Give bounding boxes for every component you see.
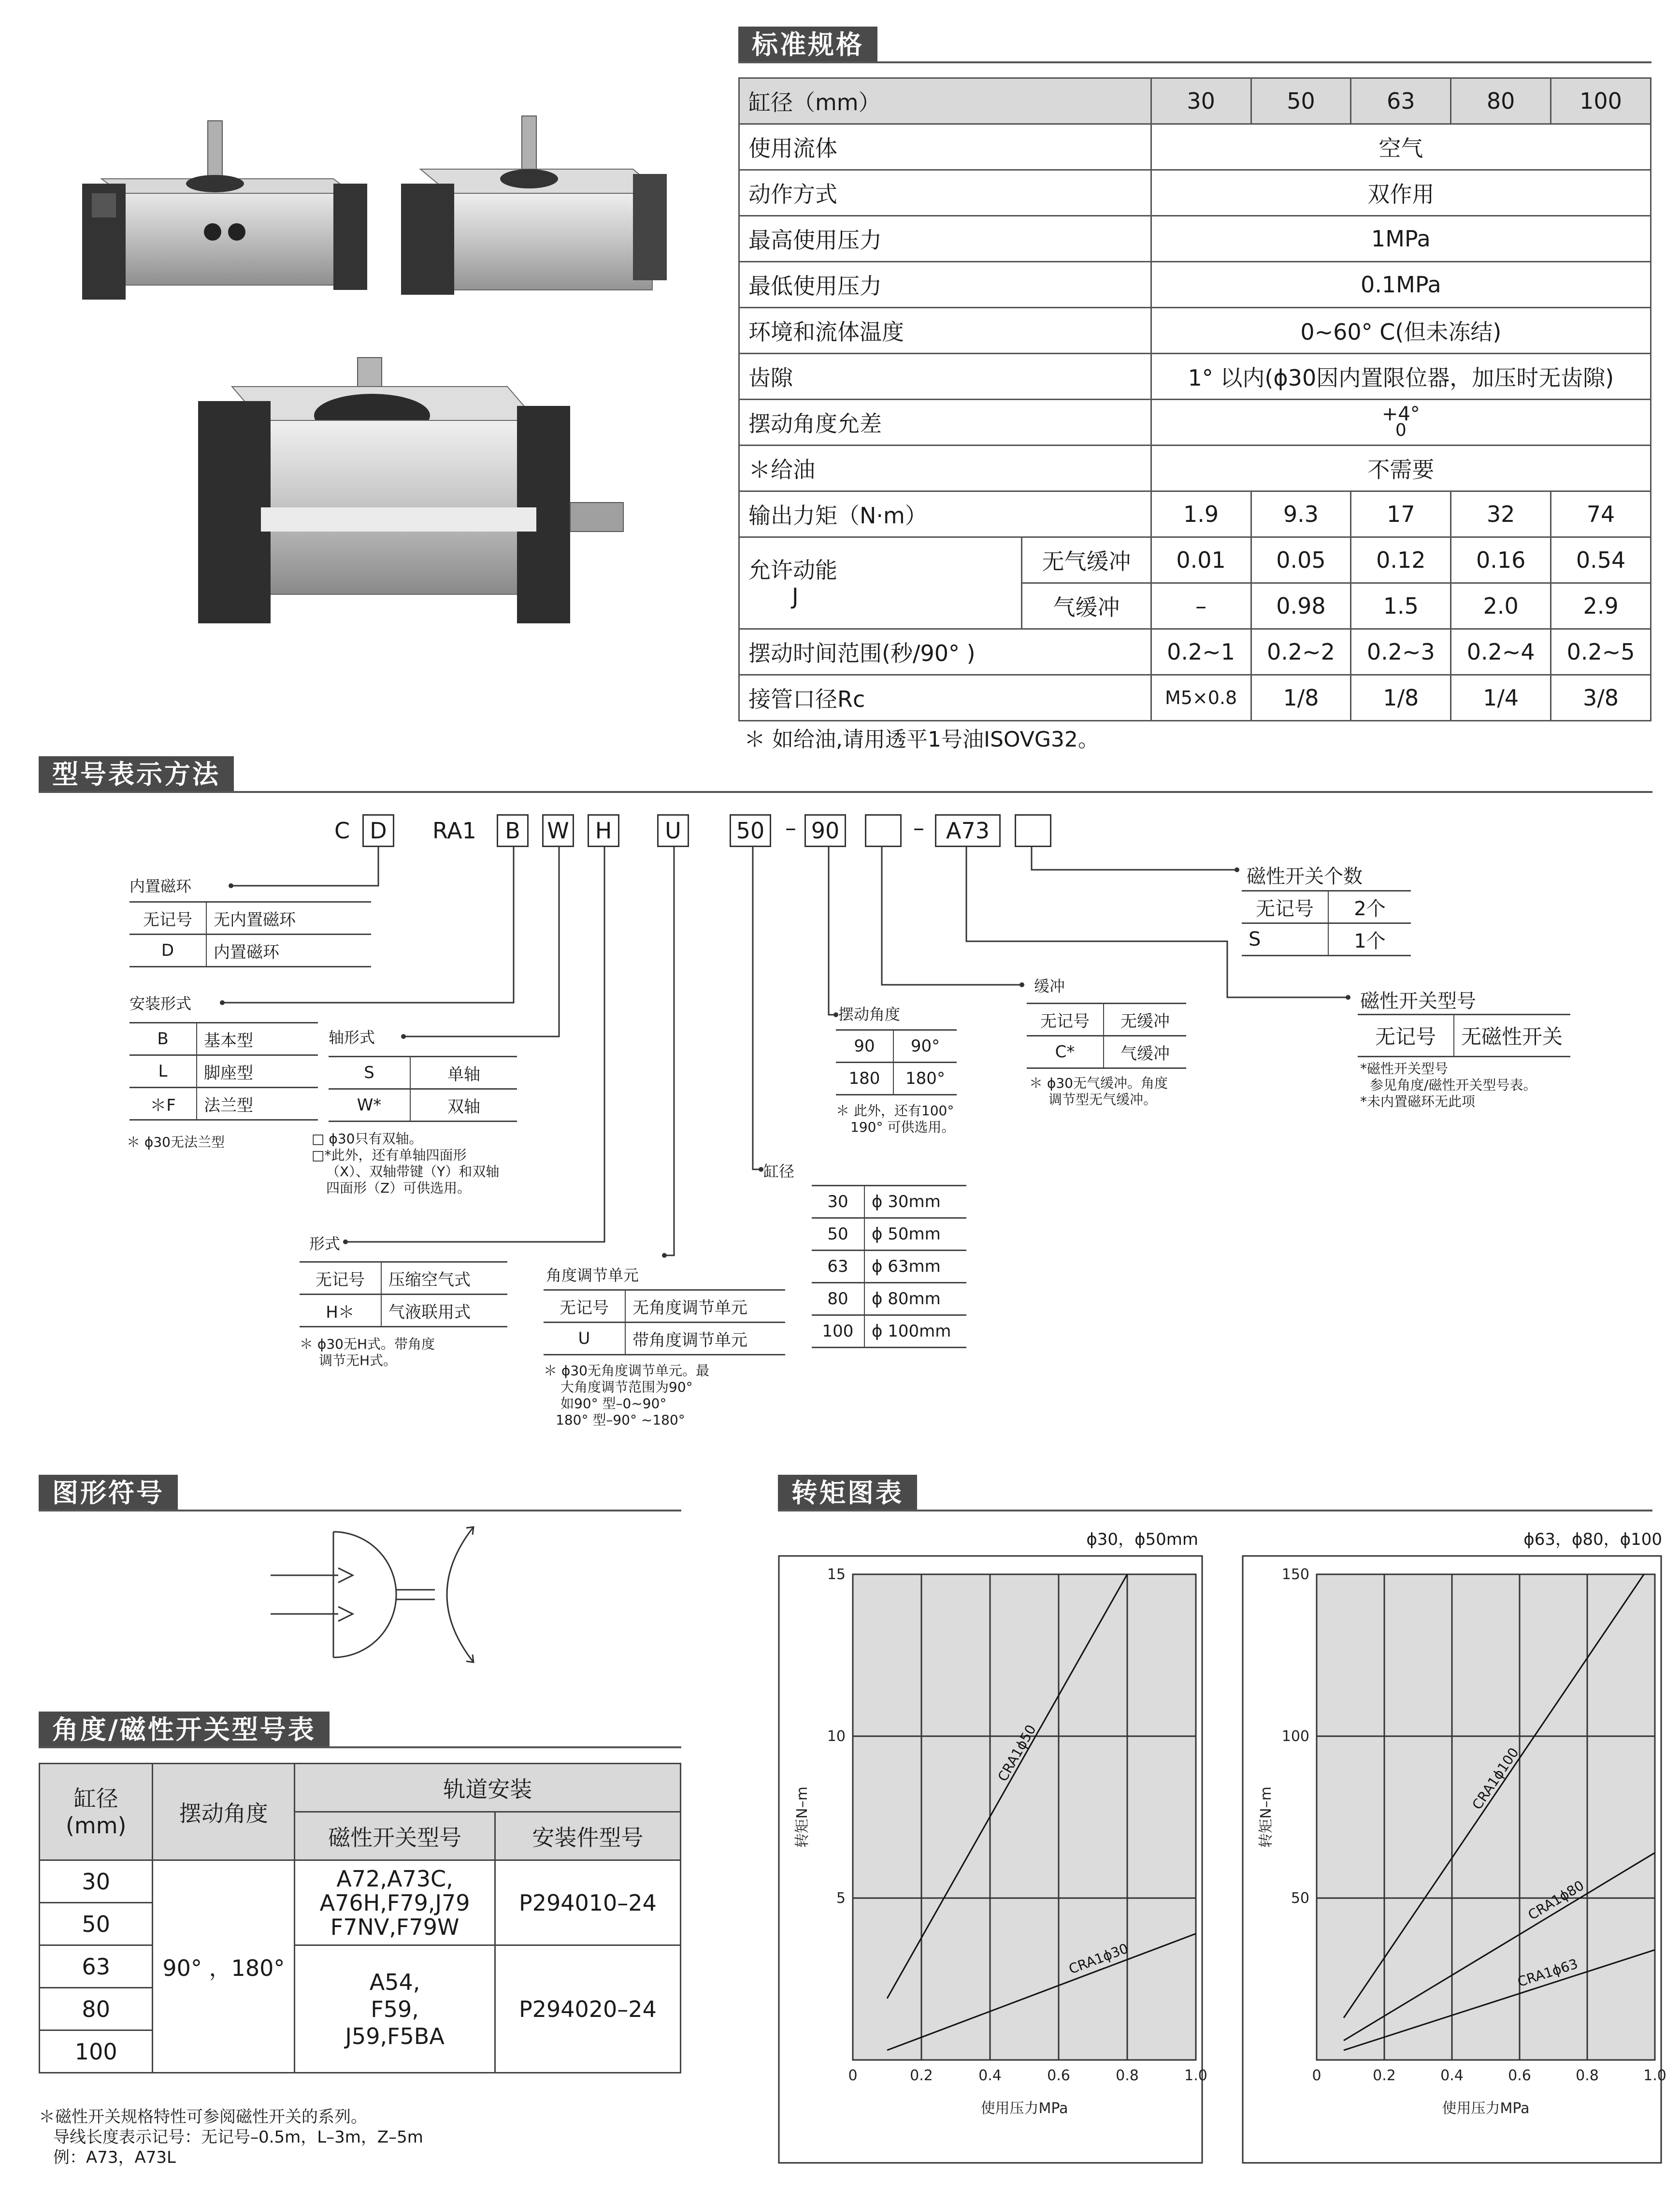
adjust-table	[544, 1289, 785, 1355]
bore-col: 80	[1451, 78, 1551, 124]
switch-model-note	[1360, 1061, 1536, 1110]
bore-desc: ϕ 50mm	[864, 1218, 966, 1251]
g2-part: P294020–24	[495, 1945, 680, 2073]
swing-title: 摆动角度	[838, 1005, 901, 1023]
code-count-box	[1015, 814, 1051, 847]
switch-model-note-line: 参见角度/磁性开关型号表。	[1370, 1077, 1537, 1093]
form-note-line: 调节无H式。	[319, 1353, 397, 1368]
energy-value: 0.98	[1251, 583, 1351, 629]
code-switch-box: A73	[935, 814, 1001, 847]
cushion-note-line: 调节型无气缓冲。	[1048, 1092, 1157, 1108]
energy-value: 0.05	[1251, 537, 1351, 583]
table-row	[544, 1290, 785, 1323]
mount-note: ＊ ϕ30无法兰型	[127, 1134, 225, 1150]
spec-table	[738, 77, 1651, 721]
spec-label: 齿隙	[739, 354, 1151, 400]
shaft-code: W*	[329, 1089, 410, 1122]
bore-col: 100	[1551, 78, 1651, 124]
angle-header: 摆动角度	[153, 1764, 295, 1860]
adjust-code: 无记号	[544, 1290, 625, 1323]
bore-code: 100	[812, 1315, 864, 1348]
table-row	[129, 935, 371, 967]
form-note-line: ＊ ϕ30无H式。带角度	[300, 1336, 435, 1352]
y-tick-label: 5	[836, 1890, 846, 1907]
shaft-table	[329, 1056, 517, 1122]
switch-model-header: 磁性开关型号	[295, 1812, 495, 1860]
port-value: 3/8	[1551, 675, 1651, 721]
spec-label: 摆动角度允差	[739, 400, 1151, 446]
table-row	[300, 1262, 507, 1295]
adjust-desc: 带角度调节单元	[625, 1323, 785, 1355]
switch-count-desc: 1个	[1328, 923, 1411, 956]
mount-desc: 脚座型	[197, 1055, 318, 1088]
switch-count-title: 磁性开关个数	[1247, 865, 1363, 888]
code-dash-1: –	[785, 815, 796, 841]
adjust-note	[544, 1363, 709, 1428]
cushion-table	[1027, 1003, 1186, 1069]
port-value: 1/8	[1351, 675, 1451, 721]
bore-col: 63	[1351, 78, 1451, 124]
angle-cell: 90° ，180°	[153, 1860, 295, 2073]
cushion-title: 缓冲	[1034, 977, 1065, 995]
table-row	[329, 1057, 517, 1089]
x-tick-label: 0.4	[1440, 2067, 1464, 2084]
energy-value: 0.12	[1351, 537, 1451, 583]
series-label: CRA1ϕ80	[1525, 1877, 1587, 1923]
torque-value: 17	[1351, 491, 1451, 537]
torque-chart-large	[1242, 1555, 1666, 2164]
switch-model-note-line: *未内置磁环无此项	[1360, 1094, 1476, 1109]
g2-model: A54,	[369, 1969, 420, 1995]
switch-model-desc: 无磁性开关	[1454, 1015, 1570, 1057]
series-label: CRA1ϕ50	[994, 1722, 1039, 1785]
spec-value-tolerance	[1151, 400, 1651, 446]
spec-value: 0~60° C(但未冻结)	[1151, 308, 1651, 354]
mount-title: 安装形式	[129, 994, 192, 1013]
spec-label: 使用流体	[739, 124, 1151, 170]
switch-table-notes	[39, 2107, 423, 2168]
port-value: 1/4	[1451, 675, 1551, 721]
y-tick-label: 150	[1281, 1566, 1309, 1583]
y-tick-label: 50	[1291, 1890, 1309, 1907]
spec-row-torque	[739, 491, 1651, 537]
x-tick-label: 0.8	[1576, 2067, 1599, 2084]
code-u-box: U	[657, 814, 689, 847]
y-axis-label: 转矩N–m	[794, 1786, 811, 1848]
adjust-title: 角度调节单元	[546, 1266, 639, 1284]
magnet-table	[129, 901, 371, 967]
mount-table	[129, 1022, 318, 1121]
code-angle-box: 90	[804, 814, 846, 847]
shaft-note-line: □ ϕ30只有双轴。	[312, 1131, 423, 1147]
spec-bore-row	[739, 78, 1651, 124]
bore-table	[812, 1185, 966, 1348]
switch-count-code: S	[1242, 923, 1328, 956]
bore-header-cell	[40, 1764, 153, 1860]
table-row	[1027, 1036, 1186, 1068]
cushion-desc: 无缓冲	[1104, 1004, 1186, 1036]
y-axis-label: 转矩N–m	[1258, 1786, 1275, 1848]
cushion-note-line: ＊ ϕ30无气缓冲。角度	[1029, 1075, 1168, 1091]
tolerance-top: +4°	[1381, 403, 1420, 425]
switch-count-code: 无记号	[1242, 891, 1328, 923]
part-header: 安装件型号	[495, 1812, 680, 1860]
angle-switch-table	[39, 1763, 681, 2073]
spec-label: ＊给油	[739, 446, 1151, 491]
adjust-note-line: 如90° 型–0~90°	[560, 1396, 667, 1411]
torque-section-header	[778, 1475, 1652, 1511]
tolerance-bottom: 0	[1395, 420, 1407, 440]
x-tick-label: 0.4	[978, 2067, 1002, 2084]
table-row	[1358, 1015, 1570, 1057]
spec-value: 空气	[1151, 124, 1651, 170]
spec-row	[739, 446, 1651, 491]
g1-models-cell	[295, 1860, 495, 1945]
table-row	[812, 1218, 966, 1251]
energy-value: 0.01	[1151, 537, 1251, 583]
switch-count-table	[1242, 890, 1411, 956]
swing-desc: 90°	[893, 1030, 957, 1063]
magnet-code: D	[129, 935, 206, 967]
switch-model-note-line: *磁性开关型号	[1360, 1061, 1449, 1077]
spec-section-header	[738, 27, 1651, 63]
bore-desc: ϕ 80mm	[864, 1283, 966, 1315]
time-value: 0.2~3	[1351, 629, 1451, 675]
table-row	[812, 1251, 966, 1283]
adjust-desc: 无角度调节单元	[625, 1290, 785, 1323]
switch-table-heading: 角度/磁性开关型号表	[39, 1712, 330, 1748]
magnet-title: 内置磁环	[129, 877, 192, 895]
symbol-heading: 图形符号	[39, 1475, 178, 1511]
g1-model: A76H,F79,J79	[319, 1889, 470, 1916]
shaft-note-line: 四面形（Z）可供选用。	[326, 1180, 471, 1196]
bore-desc: ϕ 100mm	[864, 1315, 966, 1348]
product-photo-2	[391, 111, 681, 314]
table-row	[40, 1860, 681, 1903]
spec-row	[739, 124, 1651, 170]
shaft-code: S	[329, 1057, 410, 1089]
energy-label-cell	[739, 537, 1022, 629]
bore-cell: 50	[40, 1903, 153, 1945]
bore-cell: 30	[40, 1860, 153, 1903]
time-value: 0.2~5	[1551, 629, 1651, 675]
spec-row	[739, 216, 1651, 262]
table-row	[40, 1945, 681, 1988]
code-h-box: H	[588, 814, 619, 847]
model-section-header	[39, 756, 1652, 793]
table-row	[1242, 891, 1411, 923]
bore-cell: 80	[40, 1988, 153, 2030]
symbol-section-header	[39, 1475, 681, 1511]
y-tick-label: 100	[1281, 1728, 1309, 1745]
spec-value: 1MPa	[1151, 216, 1651, 262]
spec-value: 不需要	[1151, 446, 1651, 491]
spec-row	[739, 354, 1651, 400]
torque-value: 32	[1451, 491, 1551, 537]
model-heading: 型号表示方法	[39, 756, 234, 793]
table-row	[40, 1764, 681, 1812]
table-row	[836, 1063, 957, 1095]
code-c: C	[334, 818, 350, 844]
g2-model: F59,	[371, 1996, 419, 2022]
x-tick-label: 0.2	[910, 2067, 933, 2084]
shaft-note-line: □*此外，还有单轴四面形	[312, 1147, 467, 1163]
bore-header-unit: (mm)	[65, 1812, 127, 1839]
bore-cell: 100	[40, 2030, 153, 2073]
code-ra1: RA1	[432, 818, 476, 844]
code-d-box: D	[362, 814, 394, 847]
form-code: 无记号	[300, 1262, 381, 1295]
mount-code: ＊F	[129, 1088, 197, 1120]
series-label: CRA1ϕ30	[1066, 1940, 1131, 1977]
bore-desc: ϕ 30mm	[864, 1186, 966, 1218]
bore-col: 50	[1251, 78, 1351, 124]
bore-label: 缸径（mm）	[739, 78, 1151, 124]
energy-value: 2.0	[1451, 583, 1551, 629]
code-size-box: 50	[730, 814, 771, 847]
torque-heading: 转矩图表	[778, 1475, 917, 1511]
spec-row-port	[739, 675, 1651, 721]
series-label: CRA1ϕ63	[1515, 1956, 1580, 1990]
spec-note: ＊ 如给油,请用透平1号油ISOVG32。	[744, 727, 1099, 752]
switch-table-note: ＊磁性开关规格特性可参阅磁性开关的系列。	[39, 2107, 367, 2127]
shaft-desc: 单轴	[410, 1057, 517, 1089]
x-axis-label: 使用压力MPa	[980, 2100, 1068, 2117]
shaft-title: 轴形式	[329, 1028, 375, 1047]
energy-label: 允许动能	[748, 557, 837, 583]
adjust-code: U	[544, 1323, 625, 1355]
energy-value: 0.54	[1551, 537, 1651, 583]
x-tick-label: 0.8	[1116, 2067, 1139, 2084]
torque-chart-small	[778, 1555, 1207, 2164]
plot-area	[1317, 1574, 1655, 2060]
table-row	[129, 1023, 318, 1055]
switch-model-code: 无记号	[1358, 1015, 1454, 1057]
chart-2-title: ϕ63，ϕ80，ϕ100	[1523, 1530, 1662, 1549]
time-value: 0.2~2	[1251, 629, 1351, 675]
bore-code: 50	[812, 1218, 864, 1251]
spec-row	[739, 170, 1651, 216]
table-row	[544, 1323, 785, 1355]
x-tick-label: 0	[848, 2067, 858, 2084]
table-row	[812, 1186, 966, 1218]
bore-code: 63	[812, 1251, 864, 1283]
product-photo-1	[63, 111, 372, 314]
g2-model: J59,F5BA	[345, 2023, 445, 2049]
cushion-code: C*	[1027, 1036, 1104, 1068]
energy-sub-label: 气缓冲	[1022, 583, 1151, 629]
product-photo-3	[169, 348, 633, 648]
swing-desc: 180°	[893, 1063, 957, 1095]
x-tick-label: 1.0	[1643, 2067, 1666, 2084]
table-row	[129, 902, 371, 935]
energy-sub-label: 无气缓冲	[1022, 537, 1151, 583]
energy-value: 1.5	[1351, 583, 1451, 629]
x-tick-label: 0.6	[1508, 2067, 1531, 2084]
swing-note-line: 190° 可供选用。	[850, 1119, 955, 1135]
spec-row-time	[739, 629, 1651, 675]
swing-note-line: ＊ 此外，还有100°	[836, 1103, 954, 1119]
bore-cell: 63	[40, 1945, 153, 1988]
time-value: 0.2~1	[1151, 629, 1251, 675]
actuator-symbol	[261, 1522, 503, 1682]
spec-label: 动作方式	[739, 170, 1151, 216]
form-desc: 压缩空气式	[381, 1262, 507, 1295]
x-tick-label: 0.2	[1373, 2067, 1396, 2084]
bore-code: 80	[812, 1283, 864, 1315]
torque-value: 74	[1551, 491, 1651, 537]
cushion-code: 无记号	[1027, 1004, 1104, 1036]
spec-label: 摆动时间范围(秒/90° )	[739, 629, 1151, 675]
x-tick-label: 1.0	[1184, 2067, 1207, 2084]
switch-table-note: 导线长度表示记号：无记号–0.5m，L–3m，Z–5m	[53, 2128, 423, 2147]
form-title: 形式	[309, 1235, 341, 1253]
form-desc: 气液联用式	[381, 1295, 507, 1327]
spec-row	[739, 400, 1651, 446]
cushion-note	[1029, 1075, 1168, 1108]
table-row	[812, 1315, 966, 1348]
chart-1-title: ϕ30，ϕ50mm	[1086, 1530, 1198, 1549]
bore-header: 缸径	[73, 1785, 118, 1812]
y-tick-label: 10	[827, 1728, 846, 1745]
shaft-note-line: （X）、双轴带键（Y）和双轴	[326, 1164, 500, 1180]
spec-row	[739, 308, 1651, 354]
spec-label: 接管口径Rc	[739, 675, 1151, 721]
table-row	[300, 1295, 507, 1327]
spec-label: 最低使用压力	[739, 262, 1151, 308]
torque-value: 1.9	[1151, 491, 1251, 537]
spec-value: 双作用	[1151, 170, 1651, 216]
x-tick-label: 0	[1312, 2067, 1321, 2084]
shaft-desc: 双轴	[410, 1089, 517, 1122]
switch-table-note: 例：A73，A73L	[53, 2148, 176, 2167]
g1-part: P294010–24	[495, 1860, 680, 1945]
table-row	[1242, 923, 1411, 956]
bore-title: 缸径	[763, 1162, 795, 1180]
adjust-note-line: ＊ ϕ30无角度调节单元。最	[544, 1363, 710, 1379]
rail-header: 轨道安装	[295, 1764, 681, 1812]
spec-value: 0.1MPa	[1151, 262, 1651, 308]
x-tick-label: 0.6	[1047, 2067, 1070, 2084]
mount-desc: 基本型	[197, 1023, 318, 1055]
magnet-desc: 内置磁环	[206, 935, 371, 967]
mount-desc: 法兰型	[197, 1088, 318, 1120]
bore-col: 30	[1151, 78, 1251, 124]
magnet-desc: 无内置磁环	[206, 902, 371, 935]
swing-table	[836, 1029, 957, 1095]
table-row	[329, 1089, 517, 1122]
port-value: 1/8	[1251, 675, 1351, 721]
switch-model-table	[1358, 1014, 1570, 1057]
magnet-code: 无记号	[129, 902, 206, 935]
table-row	[1027, 1004, 1186, 1036]
energy-value: 2.9	[1551, 583, 1651, 629]
code-w-box: W	[542, 814, 574, 847]
table-row	[812, 1283, 966, 1315]
adjust-note-line: 大角度调节范围为90°	[560, 1379, 693, 1395]
table-row	[129, 1088, 318, 1120]
spec-label: 输出力矩（N·m）	[739, 491, 1151, 537]
adjust-note-line: 180° 型–90° ~180°	[556, 1412, 685, 1428]
y-tick-label: 15	[827, 1566, 846, 1583]
form-table	[300, 1261, 507, 1327]
cushion-desc: 气缓冲	[1104, 1036, 1186, 1068]
code-b-box: B	[497, 814, 529, 847]
switch-count-desc: 2个	[1328, 891, 1411, 923]
spec-heading: 标准规格	[738, 27, 877, 63]
bore-code: 30	[812, 1186, 864, 1218]
table-row	[129, 1055, 318, 1088]
shaft-note	[312, 1131, 499, 1196]
torque-value: 9.3	[1251, 491, 1351, 537]
bore-desc: ϕ 63mm	[864, 1251, 966, 1283]
code-dash-2: –	[913, 815, 924, 841]
spec-value: 1° 以内(ϕ30因内置限位器，加压时无齿隙)	[1151, 354, 1651, 400]
code-cushion-box	[865, 814, 902, 847]
swing-code: 90	[836, 1030, 893, 1063]
swing-code: 180	[836, 1063, 893, 1095]
energy-value: –	[1151, 583, 1251, 629]
plot-area	[853, 1574, 1196, 2060]
g1-model: A72,A73C,	[336, 1865, 453, 1892]
switch-model-title: 磁性开关型号	[1360, 990, 1476, 1012]
spec-label: 最高使用压力	[739, 216, 1151, 262]
spec-row	[739, 262, 1651, 308]
switch-table-section-header	[39, 1712, 681, 1748]
spec-label: 环境和流体温度	[739, 308, 1151, 354]
time-value: 0.2~4	[1451, 629, 1551, 675]
g1-model: F7NV,F79W	[330, 1914, 459, 1940]
port-value: M5×0.8	[1151, 675, 1251, 721]
spec-row-energy-1	[739, 537, 1651, 583]
swing-note	[836, 1103, 955, 1136]
mount-code: L	[129, 1055, 197, 1088]
energy-unit: J	[792, 583, 799, 609]
x-axis-label: 使用压力MPa	[1442, 2100, 1530, 2117]
mount-code: B	[129, 1023, 197, 1055]
form-note	[300, 1336, 435, 1369]
table-row	[836, 1030, 957, 1063]
energy-value: 0.16	[1451, 537, 1551, 583]
series-label: CRA1ϕ100	[1469, 1744, 1522, 1813]
g2-models-cell	[295, 1945, 495, 2073]
form-code: H＊	[300, 1295, 381, 1327]
